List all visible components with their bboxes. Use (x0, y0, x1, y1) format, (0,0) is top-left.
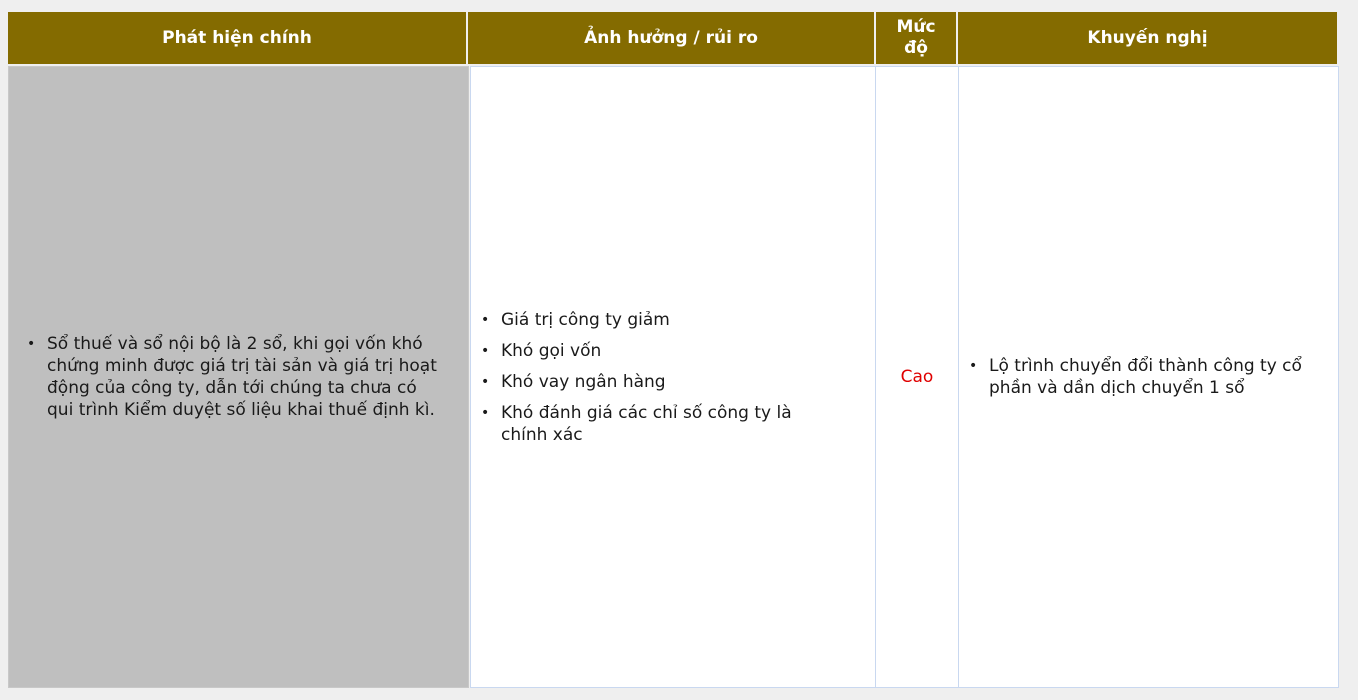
recommendation-text: Lộ trình chuyển đổi thành công ty cổ phần và dần dịch chuyển 1 sổ (989, 356, 1302, 398)
bullet-icon: • (969, 358, 978, 374)
bullet-icon: • (481, 311, 490, 328)
impact-text: Khó đánh giá các chỉ số công ty là chính xác (501, 402, 792, 445)
impact-text: Giá trị công ty giảm (501, 309, 670, 330)
header-finding: Phát hiện chính (8, 12, 466, 64)
list-item (479, 402, 835, 446)
finding-list (25, 333, 438, 421)
list-item (479, 371, 835, 393)
level-cell (875, 66, 959, 688)
bullet-icon: • (481, 373, 490, 390)
finding-cell (8, 66, 469, 688)
table-header (8, 12, 1337, 64)
header-recommendation: Khuyến nghị (958, 12, 1337, 64)
impact-list (479, 309, 835, 446)
header-impact: Ảnh hưởng / rủi ro (468, 12, 874, 64)
list-item (25, 333, 438, 421)
recommendation-list (967, 355, 1302, 399)
bullet-icon: • (481, 404, 490, 421)
severity-badge: Cao (900, 367, 934, 387)
impact-cell (470, 66, 876, 688)
list-item (479, 340, 835, 362)
finding-text: Sổ thuế và sổ nội bộ là 2 sổ, khi gọi vốn khó chứng minh được giá trị tài sản và giá trị hoạt động của công ty, dẫn tới chúng ta chưa có qui trình Kiểm duyệt số liệu khai thuế định kì. (47, 334, 437, 420)
impact-text: Khó vay ngân hàng (501, 371, 666, 392)
list-item (479, 309, 835, 331)
impact-text: Khó gọi vốn (501, 340, 602, 361)
recommendation-cell (958, 66, 1339, 688)
list-item (967, 355, 1302, 399)
bullet-icon: • (481, 342, 490, 359)
header-level: Mức độ (876, 12, 956, 64)
bullet-icon: • (27, 336, 36, 352)
